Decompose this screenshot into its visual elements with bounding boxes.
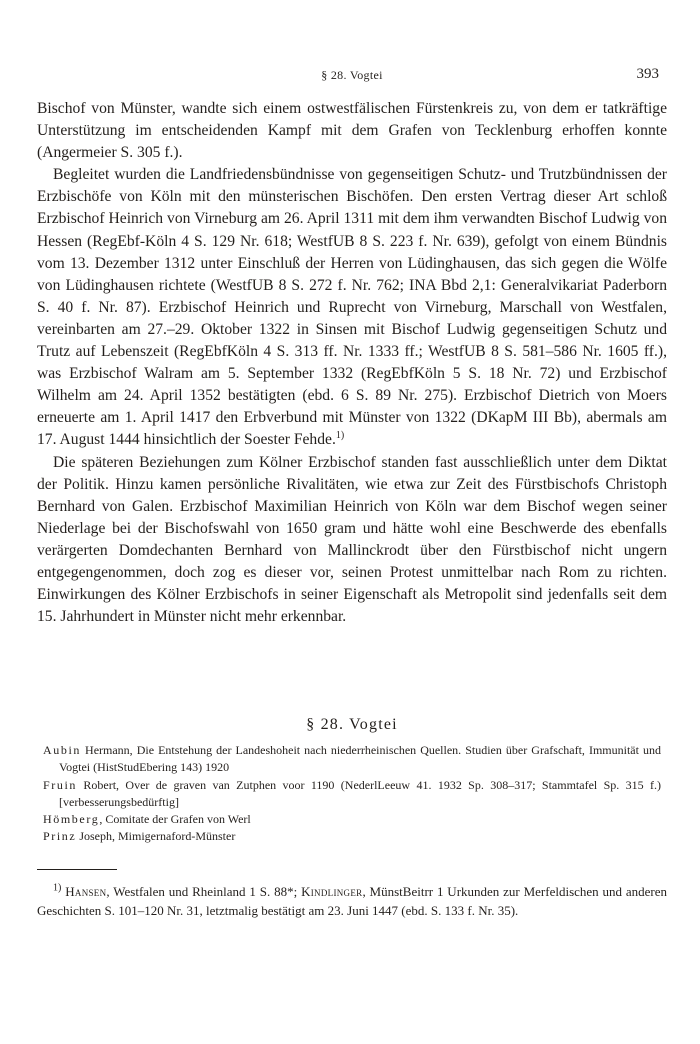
- footnote-divider: [37, 869, 117, 870]
- footnote-text: , Westfalen und Rheinland 1 S. 88*;: [106, 884, 302, 899]
- page-number: 393: [636, 66, 659, 82]
- bibliography-entry: [43, 811, 661, 828]
- bibliography-entry: [43, 742, 661, 777]
- footnote-author: Kindlinger: [301, 884, 363, 899]
- book-page: [37, 0, 667, 1044]
- bibliography-author: Prinz: [43, 829, 77, 844]
- bibliography-text: Joseph, Mimigernaford-Münster: [76, 829, 236, 844]
- bibliography-text: , Comitate der Grafen von Werl: [99, 812, 251, 827]
- paragraph: [37, 452, 667, 629]
- bibliography-entry: [43, 828, 661, 845]
- bibliography-entry: [43, 777, 661, 812]
- footnote-marker: 1): [53, 882, 62, 894]
- bibliography-author: Aubin: [43, 743, 81, 757]
- bibliography-author: Hömberg: [43, 812, 100, 827]
- bibliography-text: Robert, Over de graven van Zutphen voor 1190 (NederlLeeuw 41. 1932 Sp. 308–317; Stammtafel Sp. 315 f.) [verbesserungsbedürftig]: [59, 777, 661, 809]
- running-head: § 28. Vogtei: [321, 68, 383, 82]
- bibliography-text: Hermann, Die Entstehung der Landeshoheit nach niederrheinischen Quellen. Studien über Grafschaft, Immunität und Vogtei (HistStudEbering 143) 1920: [59, 743, 661, 775]
- paragraph: [37, 98, 667, 164]
- body-text: [37, 98, 667, 628]
- paragraph-text: Die späteren Beziehungen zum Kölner Erzbischof standen fast ausschließlich unter dem Diktat der Politik. Hinzu kamen persönliche Rivalitäten, wie etwa zur Zeit des Fürstbischofs Christoph Bernhard von Galen. Erzbischof Maximilian Heinrich von Köln war dem Bischof wegen seiner Niederlage bei der Bischofswahl von 1650 gram und hätte wohl eine Beschwerde des ebenfalls verärgerten Domdechanten Bernhard von Mallinckrodt über den Fürstbischof nicht ungern entgegengenommen, doch zog es dieser vor, seinen Protest unmittelbar nach Rom zu richten. Einwirkungen des Kölner Erzbischofs in seiner Eigenschaft als Metropolit sind jedenfalls seit dem 15. Jahrhundert in Münster nicht mehr erkennbar.: [37, 453, 667, 626]
- paragraph-text: Begleitet wurden die Landfriedensbündnisse von gegenseitigen Schutz- und Trutzbündnissen der Erzbischöfe von Köln mit den münsterischen Bischöfen. Den ersten Vertrag dieser Art schloß Erzbischof Heinrich von Virneburg am 26. April 1311 mit dem ihm verwandten Bischof Ludwig von Hessen (RegEbf-Köln 4 S. 129 Nr. 618; WestfUB 8 S. 223 f. Nr. 639), gefolgt von einem Bündnis vom 13. Dezember 1312 unter Einschluß der Herren von Lüdinghausen, das sich gegen die Wölfe von Lüdinghausen richtete (WestfUB 8 S. 272 f. Nr. 762; INA Bbd 2,1: Generalvikariat Paderborn S. 40 f. Nr. 87). Erzbischof Heinrich und Ruprecht von Virneburg, Marschall von Westfalen, vereinbarten am 27.–29. Oktober 1322 in Sinsen mit Bischof Ludwig gegenseitigen Schutz und Trutz auf Lebenszeit (RegEbfKöln 4 S. 313 ff. Nr. 1333 ff.; WestfUB 8 S. 581–586 Nr. 1605 ff.), was Erzbischof Walram am 5. September 1332 (RegEbfKöln 5 S. 18 Nr. 72) und Erzbischof Wilhelm am 24. April 1352 bestätigten (ebd. 6 S. 89 Nr. 275). Erzbischof Dietrich von Moers erneuerte am 1. April 1417 den Erbverbund mit Münster von 1322 (DKapM III Bb), abermals am 17. August 1444 hinsichtlich der Soester Fehde.: [37, 166, 667, 449]
- bibliography: [43, 742, 661, 846]
- footnote-reference[interactable]: 1): [335, 430, 345, 442]
- section-title: § 28. Vogtei: [306, 716, 398, 733]
- page-header: [37, 66, 667, 86]
- paragraph: [37, 164, 667, 451]
- footnote-author: Hansen: [65, 884, 107, 899]
- paragraph-text: Bischof von Münster, wandte sich einem ostwestfälischen Fürstenkreis zu, von dem er tatkräftige Unterstützung im entscheidenden Kampf mit dem Grafen von Tecklenburg erhoffen konnte (Angermeier S. 305 f.).: [37, 100, 667, 162]
- footnote-text: , MünstBeitrr 1 Urkunden zur Merfeldischen und anderen Geschichten S. 101–120 Nr. 31, letztmalig bestätigt am 23. Juni 1447 (ebd. S. 133 f. Nr. 35).: [37, 884, 668, 918]
- footnote: [37, 882, 667, 920]
- bibliography-author: Fruin: [43, 777, 78, 792]
